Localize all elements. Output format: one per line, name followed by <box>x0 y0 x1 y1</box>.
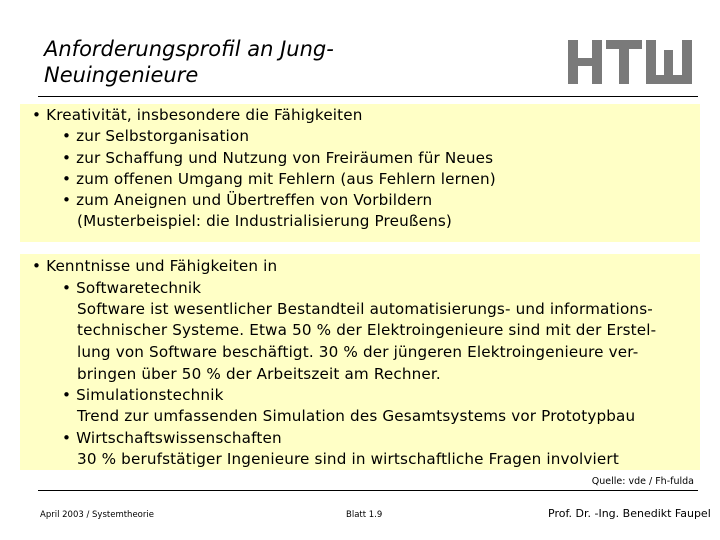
title-line-1: Anforderungsprofil an Jung- <box>44 37 334 61</box>
title-divider <box>38 96 698 97</box>
body-text: technischer Systeme. Etwa 50 % der Elektroingenieure sind mit der Erstel- <box>77 321 657 339</box>
title-line-2: Neuingenieure <box>44 63 199 87</box>
sub-bullet-text: • zur Selbstorganisation <box>62 127 250 145</box>
footer-date: April 2003 / Systemtheorie <box>40 510 154 520</box>
body-text: Trend zur umfassenden Simulation des Gesamtsystems vor Prototypbau <box>77 407 636 425</box>
slide-title <box>44 36 484 88</box>
bullet-text: • Kenntnisse und Fähigkeiten in <box>32 257 278 275</box>
body-text: lung von Software beschäftigt. 30 % der jüngeren Elektroingenieure ver- <box>77 343 639 361</box>
htw-logo <box>568 40 692 84</box>
bullet-text: • Kreativität, insbesondere die Fähigkeiten <box>32 106 363 124</box>
sub-bullet-text: • zum Aneignen und Übertreffen von Vorbildern <box>62 191 433 209</box>
footer-page: Blatt 1.9 <box>346 510 383 520</box>
body-text: 30 % berufstätiger Ingenieure sind in wirtschaftliche Fragen involviert <box>77 450 619 468</box>
footer-author: Prof. Dr. -Ing. Benedikt Faupel <box>548 507 711 520</box>
body-text: (Musterbeispiel: die Industrialisierung Preußens) <box>77 212 453 230</box>
footer-divider <box>38 490 698 491</box>
sub-bullet-text: • zur Schaffung und Nutzung von Freiräumen für Neues <box>62 149 494 167</box>
sub-bullet-text: • Wirtschaftswissenschaften <box>62 429 282 447</box>
sub-bullet-text: • Simulationstechnik <box>62 386 224 404</box>
sub-bullet-text: • zum offenen Umgang mit Fehlern (aus Fehlern lernen) <box>62 170 496 188</box>
sub-bullet-text: • Softwaretechnik <box>62 279 202 297</box>
body-text: Software ist wesentlicher Bestandteil automatisierungs- und informations- <box>77 300 653 318</box>
source-note: Quelle: vde / Fh-fulda <box>591 476 694 487</box>
body-text: bringen über 50 % der Arbeitszeit am Rechner. <box>77 365 441 383</box>
